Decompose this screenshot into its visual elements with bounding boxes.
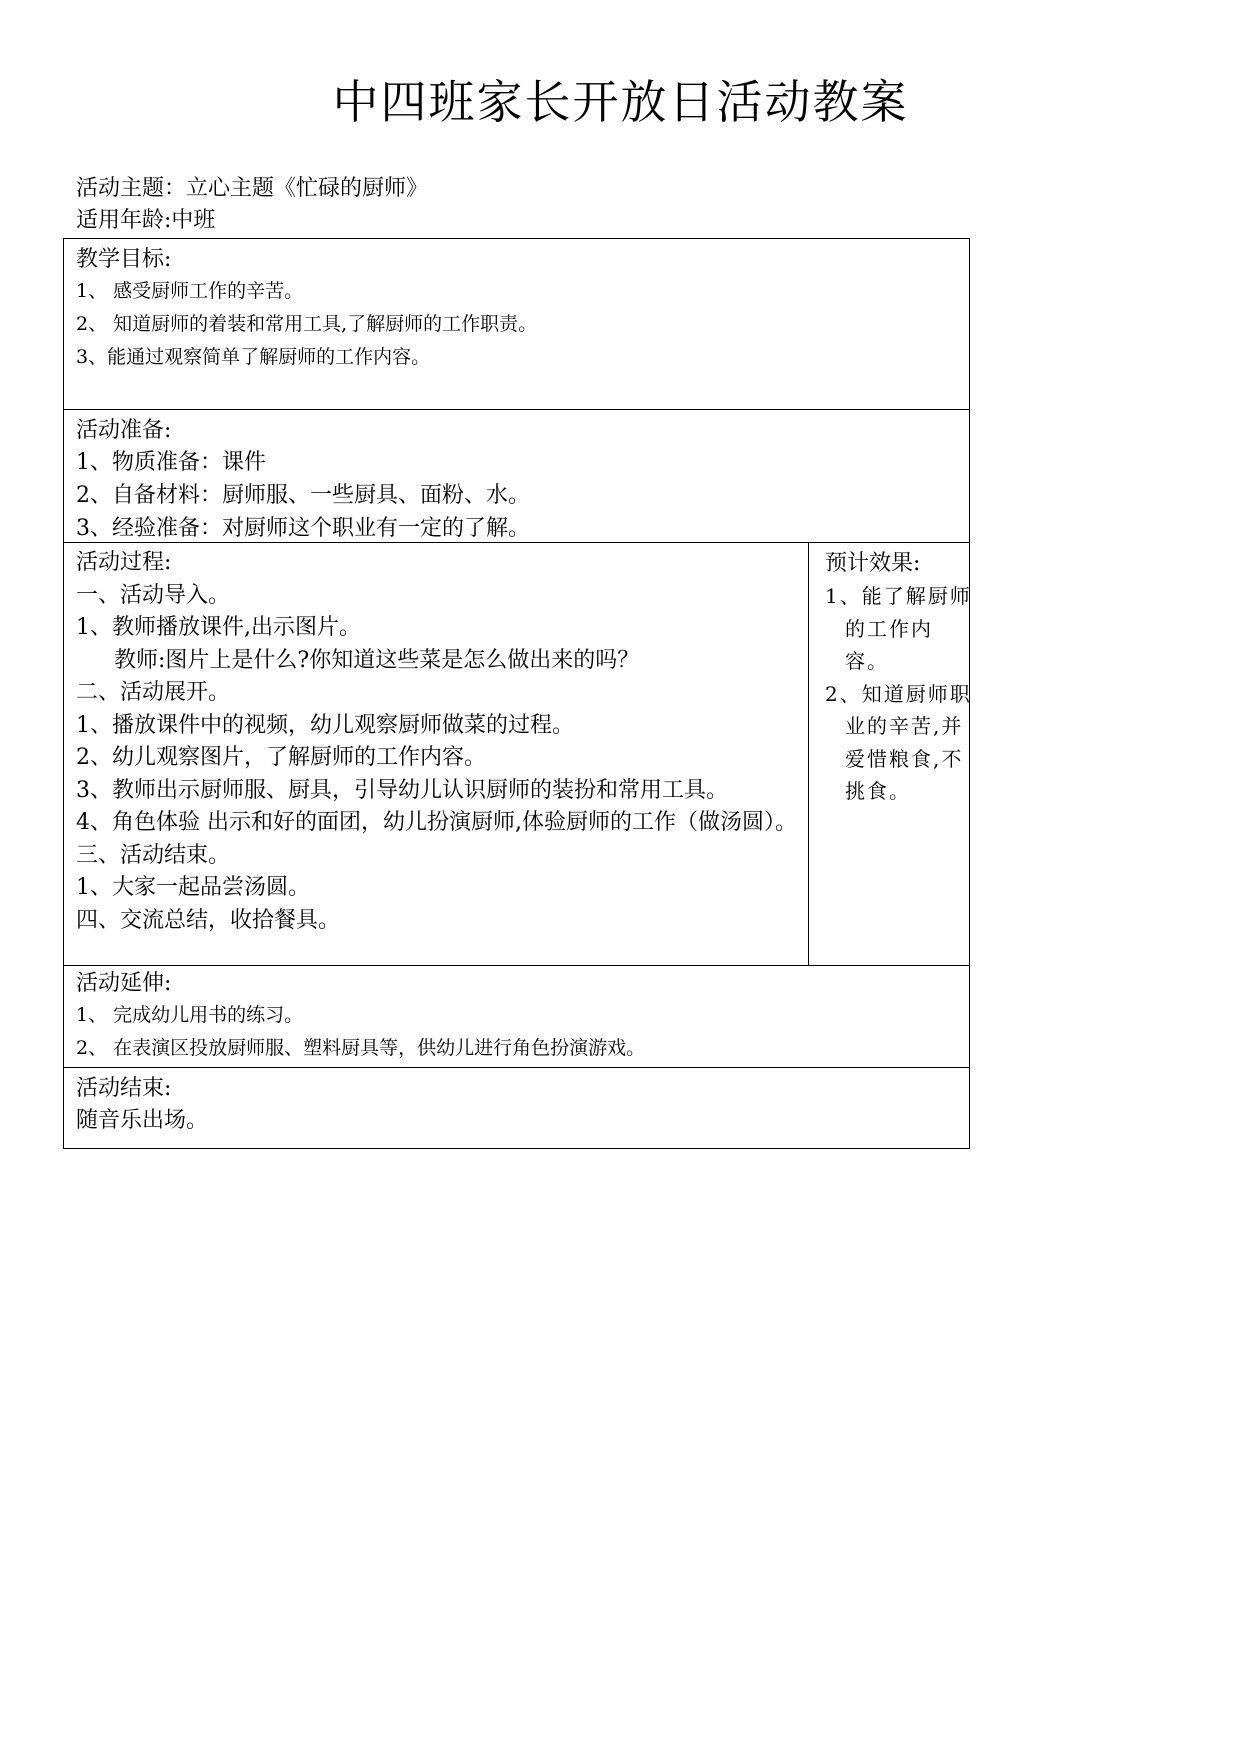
expected-effect-label: 预计效果: <box>825 551 921 576</box>
expected-effect-column <box>809 543 972 965</box>
applicable-age: 适用年龄:中班 <box>76 208 216 233</box>
extension-section <box>63 965 970 1068</box>
process-line: 4、角色体验 出示和好的面团，幼儿扮演厨师,体验厨师的工作（做汤圆）。 <box>76 810 797 835</box>
process-line: 教师:图片上是什么?你知道这些菜是怎么做出来的吗？ <box>114 647 640 673</box>
process-section <box>63 542 970 966</box>
extension-item: 1、 完成幼儿用书的练习。 <box>76 1004 304 1026</box>
process-label: 活动过程: <box>76 550 172 575</box>
extension-item: 2、 在表演区投放厨师服、塑料厨具等，供幼儿进行角色扮演游戏。 <box>76 1037 646 1059</box>
document-title: 中四班家长开放日活动教案 <box>332 75 909 129</box>
ending-text: 随音乐出场。 <box>76 1108 209 1133</box>
ending-section <box>63 1067 970 1149</box>
teaching-goals-label: 教学目标: <box>76 247 172 272</box>
preparation-item: 2、自备材料：厨师服、一些厨具、面粉、水。 <box>76 483 530 508</box>
process-line: 1、播放课件中的视频，幼儿观察厨师做菜的过程。 <box>76 712 574 738</box>
activity-theme: 活动主题：立心主题《忙碌的厨师》 <box>76 176 429 201</box>
extension-label: 活动延伸: <box>76 971 172 996</box>
process-line: 1、大家一起品尝汤圆。 <box>76 875 310 900</box>
process-line: 2、幼儿观察图片，了解厨师的工作内容。 <box>76 745 486 770</box>
preparation-label: 活动准备: <box>76 418 172 443</box>
preparation-item: 3、经验准备：对厨师这个职业有一定的了解。 <box>76 516 530 541</box>
goal-item: 1、 感受厨师工作的辛苦。 <box>76 280 304 302</box>
preparation-section <box>63 409 970 543</box>
process-line: 一、活动导入。 <box>76 582 231 608</box>
expected-effect-item: 1、能了解厨师的工作内容。 <box>825 584 972 673</box>
process-line: 1、教师播放课件,出示图片。 <box>76 615 361 640</box>
goal-item: 2、 知道厨师的着装和常用工具,了解厨师的工作职责。 <box>76 313 538 335</box>
ending-label: 活动结束: <box>76 1076 172 1101</box>
goal-item: 3、能通过观察简单了解厨师的工作内容。 <box>76 346 431 368</box>
teaching-goals-section <box>63 238 970 410</box>
preparation-item: 1、物质准备：课件 <box>76 450 266 475</box>
process-line: 3、教师出示厨师服、厨具，引导幼儿认识厨师的装扮和常用工具。 <box>76 777 728 803</box>
expected-effect-item: 2、知道厨师职业的辛苦,并爱惜粮食,不挑食。 <box>825 681 972 803</box>
process-line: 二、活动展开。 <box>76 680 231 705</box>
process-line: 四、交流总结，收拾餐具。 <box>76 907 341 933</box>
process-column <box>64 543 809 965</box>
process-line: 三、活动结束。 <box>76 842 231 868</box>
